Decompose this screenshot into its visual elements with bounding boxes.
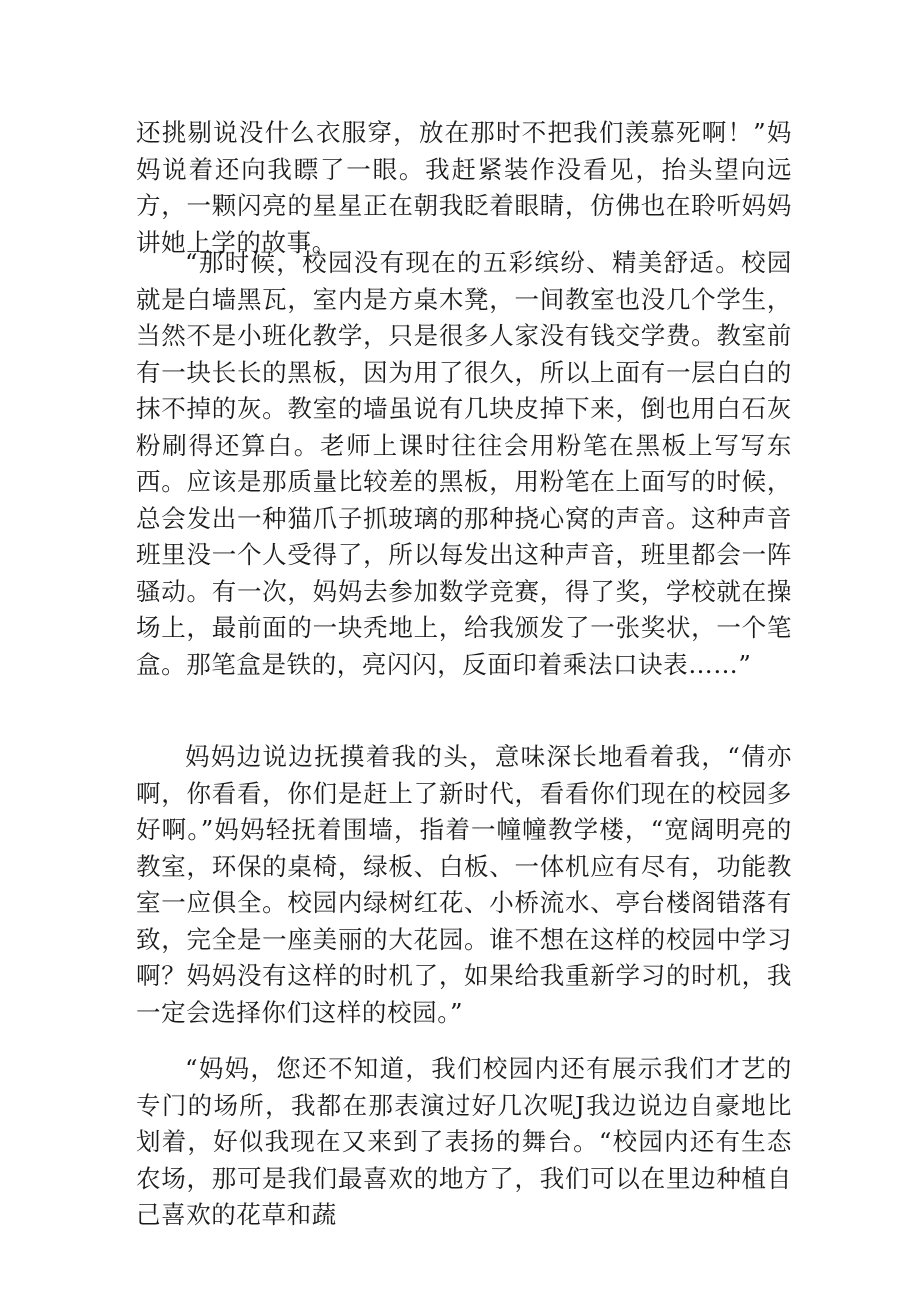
paragraph-3-block xyxy=(136,739,792,1031)
paragraph-3: 妈妈边说边抚摸着我的头，意味深长地看着我，“倩亦啊，你看看，你们是赶上了新时代，看看你们现在的校园多好啊。”妈妈轻抚着围墙，指着一幢幢教学楼，“宽阔明亮的教室，环保的桌椅，绿板、白板、一体机应有尽有，功能教室一应俱全。校园内绿树红花、小桥流水、亭台楼阁错落有致，完全是一座美丽的大花园。谁不想在这样的校园中学习啊？妈妈没有这样的时机了，如果给我重新学习的时机，我一定会选择你们这样的校园。” xyxy=(136,742,792,1027)
paragraph-2-block xyxy=(136,245,792,683)
paragraph-2: “那时候，校园没有现在的五彩缤纷、精美舒适。校园就是白墙黑瓦，室内是方桌木凳，一间教室也没几个学生，当然不是小班化教学，只是很多人家没有钱交学费。教室前有一块长长的黑板，因为用了很久，所以上面有一层白白的抹不掉的灰。教室的墙虽说有几块皮掉下来，倒也用白石灰粉刷得还算白。老师上课时往往会用粉笔在黑板上写写东西。应该是那质量比较差的黑板，用粉笔在上面写的时候，总会发出一种猫爪子抓玻璃的那种挠心窝的声音。这种声音班里没一个人受得了，所以每发出这种声音，班里都会一阵骚动。有一次，妈妈去参加数学竞赛，得了奖，学校就在操场上，最前面的一块秃地上，给我颁发了一张奖状，一个笔盒。那笔盒是铁的，亮闪闪，反面印着乘法口诀表……” xyxy=(136,248,792,679)
paragraph-4: “妈妈，您还不知道，我们校园内还有展示我们才艺的专门的场所，我都在那表演过好几次呢J我边说边自豪地比划着，好似我现在又来到了表扬的舞台。“校园内还有生态农场，那可是我们最喜欢的地方了，我们可以在里边种植自己喜欢的花草和蔬 xyxy=(136,1054,792,1229)
paragraph-1: 还挑剔说没什么衣服穿，放在那时不把我们羡慕死啊！”妈妈说着还向我瞟了一眼。我赶紧装作没看见，抬头望向远方，一颗闪亮的星星正在朝我眨着眼睛，仿佛也在聆听妈妈讲她上学的故事。 xyxy=(136,118,792,257)
paragraph-4-block xyxy=(136,1051,792,1234)
paragraph-1-block xyxy=(136,115,792,261)
